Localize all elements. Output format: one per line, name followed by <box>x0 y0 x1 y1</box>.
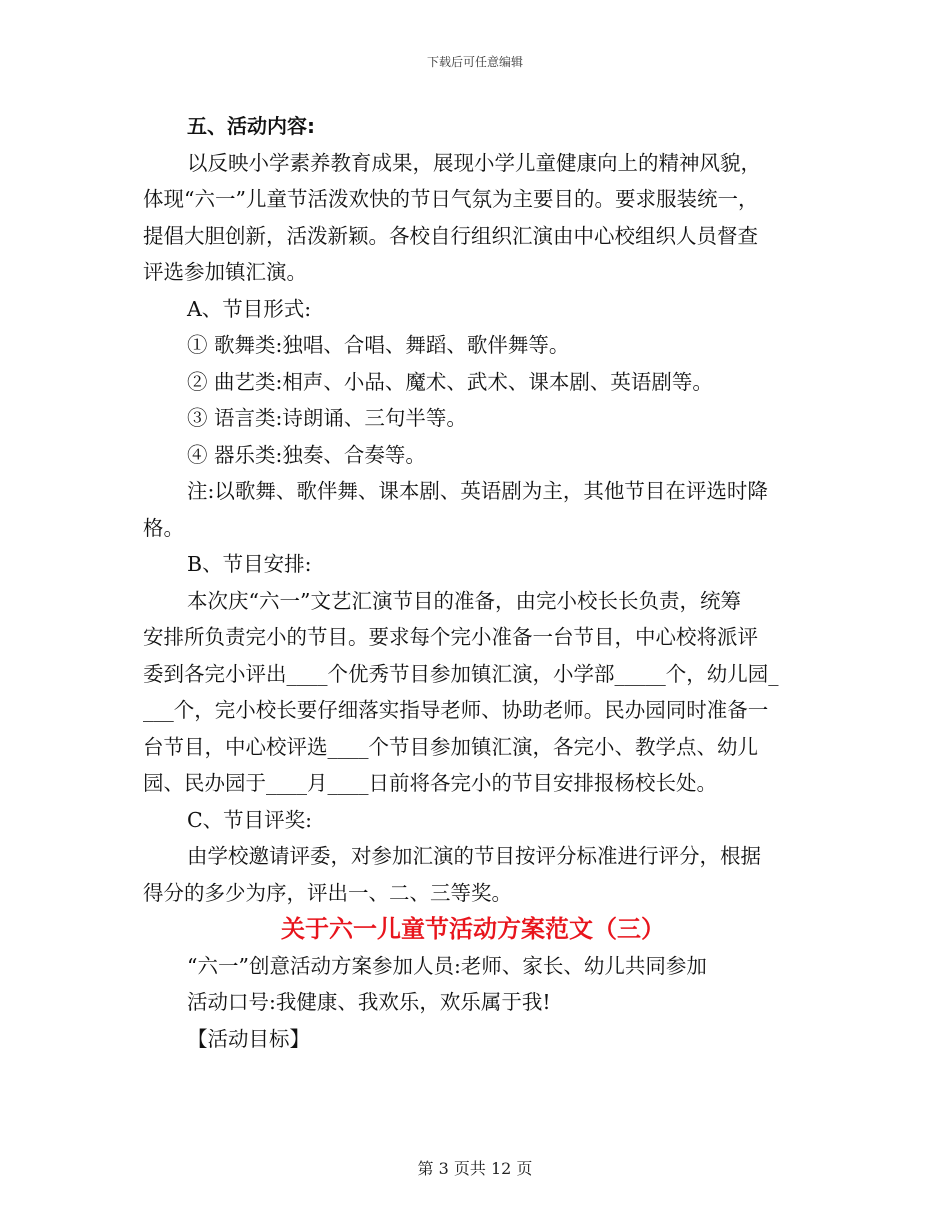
section-heading: 五、活动内容: <box>187 114 315 138</box>
paragraph-line: 本次庆“六一”文艺汇演节目的准备，由完小校长长负责，统筹 <box>187 588 741 613</box>
paragraph-line: 提倡大胆创新，活泼新颖。各校自行组织汇演由中心校组织人员督查 <box>143 223 758 248</box>
note-line: 格。 <box>143 515 184 540</box>
note-line: 注:以歌舞、歌伴舞、课本剧、英语剧为主，其他节目在评选时降 <box>187 479 768 503</box>
page-number: 第 3 页共 12 页 <box>417 1159 533 1178</box>
subheading-a: A、节目形式: <box>187 296 312 321</box>
paragraph-line: 安排所负责完小的节目。要求每个完小准备一台节目，中心校将派评 <box>143 625 758 649</box>
paragraph-line: 台节目，中心校评选____个节目参加镇汇演，各完小、教学点、幼儿 <box>143 734 758 759</box>
paragraph-line: 得分的多少为序，评出一、二、三等奖。 <box>143 880 512 905</box>
list-item: ③ 语言类:诗朗诵、三句半等。 <box>187 406 467 430</box>
paragraph-line: 评选参加镇汇演。 <box>143 260 307 284</box>
subsection-heading: 【活动目标】 <box>187 1026 310 1051</box>
list-item: ① 歌舞类:独唱、合唱、舞蹈、歌伴舞等。 <box>187 333 570 357</box>
paragraph-line: 活动口号:我健康、我欢乐，欢乐属于我! <box>187 990 551 1014</box>
paragraph-line: 由学校邀请评委，对参加汇演的节目按评分标准进行评分，根据 <box>187 844 761 868</box>
paragraph-line: “六一”创意活动方案参加人员:老师、家长、幼儿共同参加 <box>187 953 707 978</box>
paragraph-line: 委到各完小评出____个优秀节目参加镇汇演，小学部_____个，幼儿园_ <box>143 661 779 686</box>
list-item: ② 曲艺类:相声、小品、魔术、武术、课本剧、英语剧等。 <box>187 369 713 394</box>
paragraph-line: 体现“六一”儿童节活泼欢快的节日气氛为主要目的。要求服装统一， <box>143 187 759 211</box>
document-body <box>143 108 803 1057</box>
paragraph-line: ___个，完小校长要仔细落实指导老师、协助老师。民办园同时准备一 <box>143 698 769 722</box>
header-note: 下载后可任意编辑 <box>426 55 523 69</box>
list-item: ④ 器乐类:独奏、合奏等。 <box>187 442 426 467</box>
section-title: 关于六一儿童节活动方案范文（三） <box>281 914 665 943</box>
paragraph-line: 以反映小学素养教育成果，展现小学儿童健康向上的精神风貌， <box>187 150 761 175</box>
paragraph-line: 园、民办园于____月____日前将各完小的节目安排报杨校长处。 <box>143 771 717 795</box>
subheading-c: C、节目评奖: <box>187 807 313 832</box>
subheading-b: B、节目安排: <box>187 552 312 576</box>
